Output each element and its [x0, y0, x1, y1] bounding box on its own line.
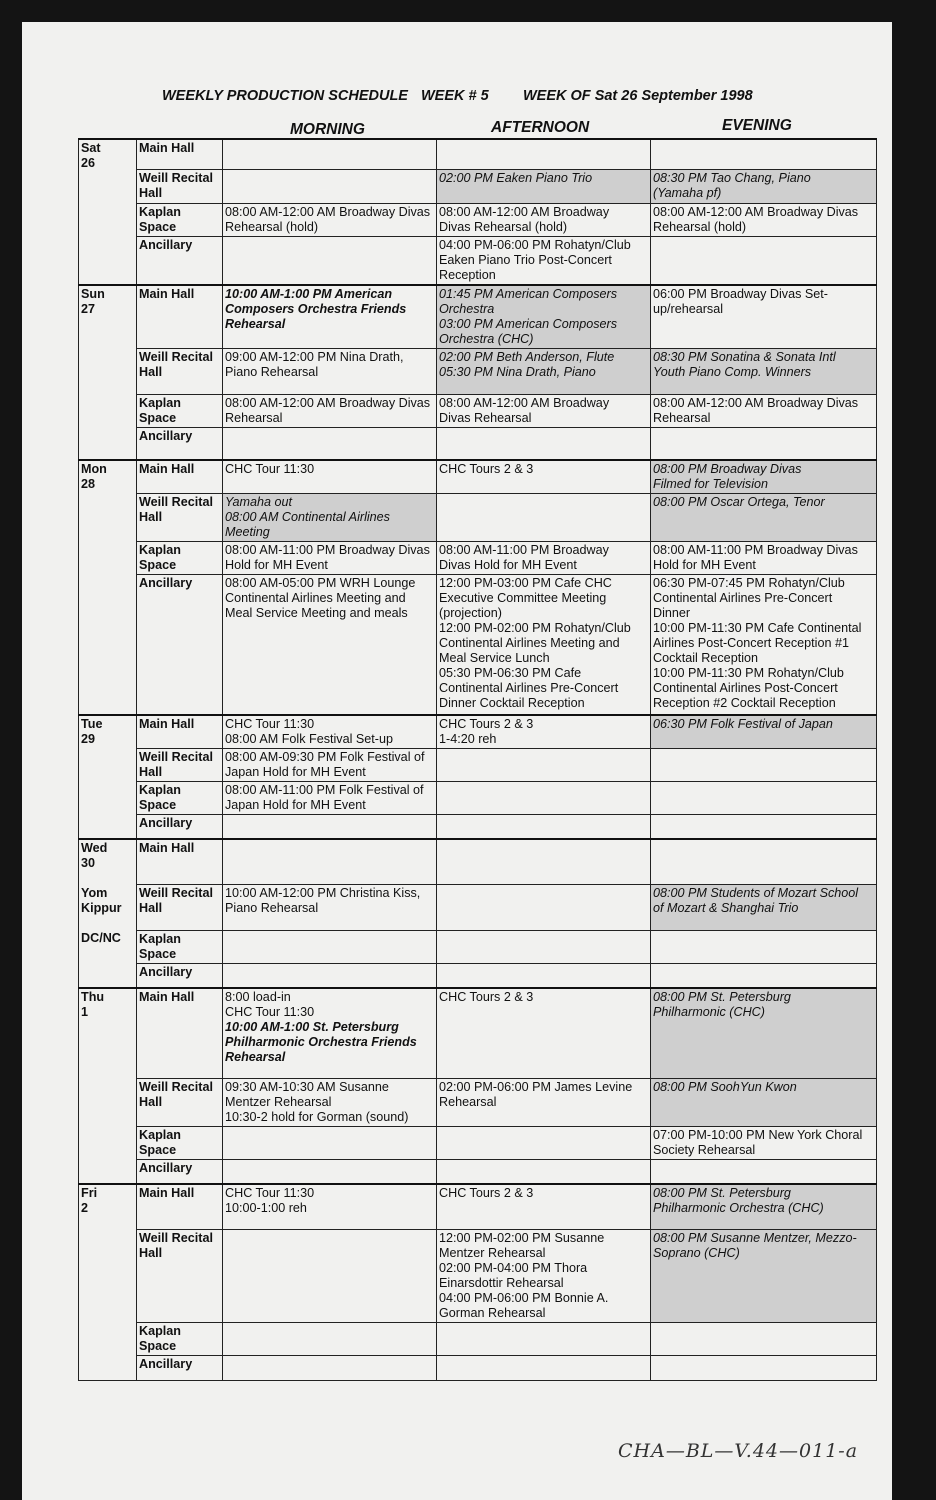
afternoon-event-cell — [437, 748, 651, 781]
afternoon-event-cell — [437, 781, 651, 814]
morning-event-cell: 10:00 AM-12:00 PM Christina Kiss, Piano Rehearsal — [223, 884, 437, 930]
column-header-evening: EVENING — [722, 117, 792, 134]
venue-label: Weill Recital Hall — [137, 169, 223, 203]
afternoon-event-cell — [437, 1126, 651, 1159]
schedule-row — [79, 460, 877, 494]
venue-label: Main Hall — [137, 139, 223, 169]
evening-event-cell: 08:00 PM Students of Mozart School of Mozart & Shanghai Trio — [651, 884, 877, 930]
afternoon-event-cell — [437, 814, 651, 839]
schedule-row — [79, 542, 877, 575]
venue-label: Ancillary — [137, 236, 223, 285]
evening-event-cell: 08:00 PM Broadway Divas Filmed for Television — [651, 460, 877, 494]
morning-event-cell — [223, 427, 437, 460]
week-number: WEEK # 5 — [421, 88, 489, 104]
morning-event-cell: CHC Tour 11:30 10:00-1:00 reh — [223, 1184, 437, 1229]
venue-label: Weill Recital Hall — [137, 494, 223, 542]
evening-event-cell — [651, 814, 877, 839]
day-label: Thu 1 — [79, 988, 137, 1184]
afternoon-event-cell — [437, 1159, 651, 1184]
morning-event-cell: 08:00 AM-12:00 AM Broadway Divas Rehearsal (hold) — [223, 203, 437, 236]
venue-label: Ancillary — [137, 963, 223, 988]
schedule-row — [79, 394, 877, 427]
schedule-row — [79, 169, 877, 203]
venue-label: Main Hall — [137, 715, 223, 749]
morning-event-cell: 10:00 AM-1:00 PM American Composers Orchestra Friends Rehearsal — [223, 285, 437, 349]
afternoon-event-cell: 04:00 PM-06:00 PM Rohatyn/Club Eaken Piano Trio Post-Concert Reception — [437, 236, 651, 285]
afternoon-event-cell: 02:00 PM-06:00 PM James Levine Rehearsal — [437, 1078, 651, 1126]
morning-event-cell: 08:00 AM-11:00 PM Folk Festival of Japan Hold for MH Event — [223, 781, 437, 814]
morning-event-cell — [223, 139, 437, 169]
morning-event-cell — [223, 1229, 437, 1322]
schedule-row — [79, 1159, 877, 1184]
venue-label: Kaplan Space — [137, 394, 223, 427]
morning-event-cell: 08:00 AM-05:00 PM WRH Lounge Continental Airlines Meeting and Meal Service Meeting and meals — [223, 575, 437, 715]
evening-event-cell: 08:00 AM-12:00 AM Broadway Divas Rehearsal (hold) — [651, 203, 877, 236]
schedule-row — [79, 930, 877, 963]
evening-event-cell — [651, 139, 877, 169]
evening-event-cell: 08:00 PM SoohYun Kwon — [651, 1078, 877, 1126]
venue-label: Main Hall — [137, 285, 223, 349]
schedule-row — [79, 715, 877, 749]
evening-event-cell — [651, 839, 877, 884]
venue-label: Kaplan Space — [137, 542, 223, 575]
evening-event-cell — [651, 1322, 877, 1355]
afternoon-event-cell: 01:45 PM American Composers Orchestra 03:00 PM American Composers Orchestra (CHC) — [437, 285, 651, 349]
venue-label: Ancillary — [137, 427, 223, 460]
schedule-table — [78, 138, 877, 1381]
morning-event-cell: 09:30 AM-10:30 AM Susanne Mentzer Rehearsal 10:30-2 hold for Gorman (sound) — [223, 1078, 437, 1126]
evening-event-cell: 08:00 PM St. Petersburg Philharmonic Orchestra (CHC) — [651, 1184, 877, 1229]
schedule-row — [79, 203, 877, 236]
evening-event-cell — [651, 236, 877, 285]
schedule-row — [79, 781, 877, 814]
event-text-emphasis: 10:00 AM-1:00 St. Petersburg Philharmonic Orchestra Friends Rehearsal — [225, 1020, 417, 1064]
afternoon-event-cell: CHC Tours 2 & 3 1-4:20 reh — [437, 715, 651, 749]
evening-event-cell: 08:00 PM Oscar Ortega, Tenor — [651, 494, 877, 542]
evening-event-cell: 06:00 PM Broadway Divas Set- up/rehearsal — [651, 285, 877, 349]
afternoon-event-cell: 08:00 AM-12:00 AM Broadway Divas Rehearsal (hold) — [437, 203, 651, 236]
schedule-row — [79, 884, 877, 930]
morning-event-cell — [223, 814, 437, 839]
morning-event-cell — [223, 236, 437, 285]
schedule-row — [79, 748, 877, 781]
schedule-row — [79, 348, 877, 394]
schedule-row — [79, 575, 877, 715]
schedule-row — [79, 839, 877, 884]
venue-label: Kaplan Space — [137, 203, 223, 236]
evening-event-cell: 08:30 PM Tao Chang, Piano (Yamaha pf) — [651, 169, 877, 203]
venue-label: Weill Recital Hall — [137, 348, 223, 394]
evening-event-cell — [651, 748, 877, 781]
afternoon-event-cell — [437, 1355, 651, 1380]
day-label: Mon 28 — [79, 460, 137, 715]
afternoon-event-cell: CHC Tours 2 & 3 — [437, 460, 651, 494]
morning-event-cell — [223, 1126, 437, 1159]
venue-label: Ancillary — [137, 575, 223, 715]
evening-event-cell: 06:30 PM Folk Festival of Japan — [651, 715, 877, 749]
evening-event-cell: 08:00 PM Susanne Mentzer, Mezzo- Soprano (CHC) — [651, 1229, 877, 1322]
handwritten-archive-note: CHA—BL—V.44—011-a — [618, 1440, 859, 1462]
day-label: Sat 26 — [79, 139, 137, 285]
venue-label: Weill Recital Hall — [137, 748, 223, 781]
week-of-date: WEEK OF Sat 26 September 1998 — [523, 88, 753, 104]
venue-label: Weill Recital Hall — [137, 1078, 223, 1126]
day-label: Tue 29 — [79, 715, 137, 840]
venue-label: Main Hall — [137, 460, 223, 494]
evening-event-cell: 07:00 PM-10:00 PM New York Choral Society Rehearsal — [651, 1126, 877, 1159]
morning-event-cell — [223, 1159, 437, 1184]
afternoon-event-cell — [437, 963, 651, 988]
schedule-row — [79, 236, 877, 285]
morning-event-cell: Yamaha out 08:00 AM Continental Airlines Meeting — [223, 494, 437, 542]
schedule-row — [79, 1355, 877, 1380]
afternoon-event-cell: 02:00 PM Beth Anderson, Flute 05:30 PM Nina Drath, Piano — [437, 348, 651, 394]
evening-event-cell: 08:00 AM-12:00 AM Broadway Divas Rehearsal — [651, 394, 877, 427]
morning-event-cell: CHC Tour 11:30 — [223, 460, 437, 494]
event-text: 8:00 load-in CHC Tour 11:30 — [225, 990, 315, 1019]
morning-event-cell: 09:00 AM-12:00 PM Nina Drath, Piano Rehearsal — [223, 348, 437, 394]
afternoon-event-cell: 12:00 PM-03:00 PM Cafe CHC Executive Committee Meeting (projection) 12:00 PM-02:00 PM Rohatyn/Club Continental Airlines Meeting and Meal Service Lunch 05:30 PM-06:30 PM Cafe Continental Airlines Pre-Concert Dinner Cocktail Reception — [437, 575, 651, 715]
evening-event-cell — [651, 427, 877, 460]
venue-label: Kaplan Space — [137, 930, 223, 963]
venue-label: Main Hall — [137, 839, 223, 884]
afternoon-event-cell — [437, 494, 651, 542]
morning-event-cell — [223, 839, 437, 884]
venue-label: Main Hall — [137, 988, 223, 1078]
venue-label: Ancillary — [137, 1159, 223, 1184]
afternoon-event-cell — [437, 427, 651, 460]
afternoon-event-cell: CHC Tours 2 & 3 — [437, 1184, 651, 1229]
schedule-row — [79, 285, 877, 349]
evening-event-cell: 08:00 AM-11:00 PM Broadway Divas Hold for MH Event — [651, 542, 877, 575]
morning-event-cell: 08:00 AM-12:00 AM Broadway Divas Rehearsal — [223, 394, 437, 427]
afternoon-event-cell: 12:00 PM-02:00 PM Susanne Mentzer Rehearsal 02:00 PM-04:00 PM Thora Einarsdottir Rehearsal 04:00 PM-06:00 PM Bonnie A. Gorman Rehearsal — [437, 1229, 651, 1322]
schedule-row — [79, 494, 877, 542]
column-header-afternoon: AFTERNOON — [491, 119, 590, 136]
evening-event-cell: 08:00 PM St. Petersburg Philharmonic (CHC) — [651, 988, 877, 1078]
evening-event-cell — [651, 1159, 877, 1184]
afternoon-event-cell: CHC Tours 2 & 3 — [437, 988, 651, 1078]
morning-event-cell — [223, 1355, 437, 1380]
schedule-row — [79, 814, 877, 839]
schedule-title: WEEKLY PRODUCTION SCHEDULE — [162, 88, 408, 104]
evening-event-cell — [651, 930, 877, 963]
afternoon-event-cell — [437, 839, 651, 884]
day-label: Sun 27 — [79, 285, 137, 461]
venue-label: Kaplan Space — [137, 1322, 223, 1355]
evening-event-cell — [651, 781, 877, 814]
morning-event-cell — [223, 963, 437, 988]
schedule-row — [79, 963, 877, 988]
afternoon-event-cell: 08:00 AM-11:00 PM Broadway Divas Hold for MH Event — [437, 542, 651, 575]
venue-label: Kaplan Space — [137, 781, 223, 814]
evening-event-cell: 08:30 PM Sonatina & Sonata Intl Youth Piano Comp. Winners — [651, 348, 877, 394]
afternoon-event-cell — [437, 884, 651, 930]
schedule-row — [79, 988, 877, 1078]
schedule-row — [79, 1229, 877, 1322]
schedule-row — [79, 1184, 877, 1229]
venue-label: Weill Recital Hall — [137, 884, 223, 930]
schedule-row — [79, 1078, 877, 1126]
day-label: Wed 30 Yom Kippur DC/NC — [79, 839, 137, 988]
morning-event-cell: CHC Tour 11:30 08:00 AM Folk Festival Set-up — [223, 715, 437, 749]
morning-event-cell — [223, 1322, 437, 1355]
afternoon-event-cell — [437, 1322, 651, 1355]
evening-event-cell: 06:30 PM-07:45 PM Rohatyn/Club Continental Airlines Pre-Concert Dinner 10:00 PM-11:30 PM Cafe Continental Airlines Post-Concert Reception #1 Cocktail Reception 10:00 PM-11:30 PM Rohatyn/Club Continental Airlines Post-Concert Reception #2 Cocktail Reception — [651, 575, 877, 715]
venue-label: Ancillary — [137, 814, 223, 839]
schedule-row — [79, 139, 877, 169]
afternoon-event-cell: 08:00 AM-12:00 AM Broadway Divas Rehearsal — [437, 394, 651, 427]
afternoon-event-cell: 02:00 PM Eaken Piano Trio — [437, 169, 651, 203]
morning-event-cell — [223, 988, 437, 1078]
venue-label: Ancillary — [137, 1355, 223, 1380]
venue-label: Weill Recital Hall — [137, 1229, 223, 1322]
schedule-row — [79, 1126, 877, 1159]
evening-event-cell — [651, 1355, 877, 1380]
schedule-row — [79, 1322, 877, 1355]
morning-event-cell: 08:00 AM-11:00 PM Broadway Divas Hold for MH Event — [223, 542, 437, 575]
column-header-morning: MORNING — [290, 121, 365, 138]
morning-event-cell: 08:00 AM-09:30 PM Folk Festival of Japan Hold for MH Event — [223, 748, 437, 781]
morning-event-cell — [223, 930, 437, 963]
afternoon-event-cell — [437, 139, 651, 169]
afternoon-event-cell — [437, 930, 651, 963]
morning-event-cell — [223, 169, 437, 203]
evening-event-cell — [651, 963, 877, 988]
venue-label: Main Hall — [137, 1184, 223, 1229]
schedule-row — [79, 427, 877, 460]
day-label: Fri 2 — [79, 1184, 137, 1380]
venue-label: Kaplan Space — [137, 1126, 223, 1159]
